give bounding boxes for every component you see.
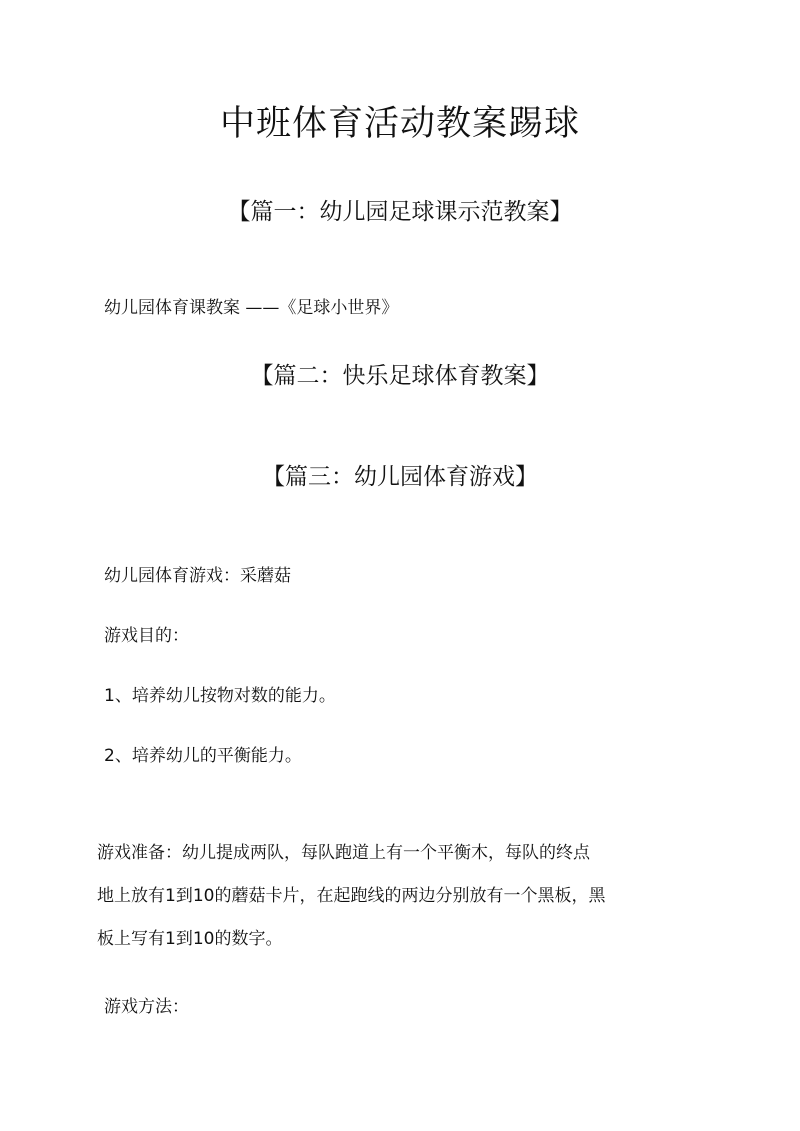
goal-item-2: 2、培养幼儿的平衡能力。 xyxy=(104,746,302,766)
section-1-subtitle: 幼儿园体育课教案 ——《足球小世界》 xyxy=(104,298,399,318)
section-heading-2: 【篇二：快乐足球体育教案】 xyxy=(250,363,550,389)
goal-label: 游戏目的： xyxy=(104,626,189,646)
game-name: 幼儿园体育游戏：采蘑菇 xyxy=(104,566,291,586)
preparation-line-3: 板上写有1到10的数字。 xyxy=(97,929,283,949)
preparation-line-1: 游戏准备：幼儿提成两队，每队跑道上有一个平衡木，每队的终点 xyxy=(97,843,590,863)
goal-item-1: 1、培养幼儿按物对数的能力。 xyxy=(104,686,336,706)
section-heading-1: 【篇一：幼儿园足球课示范教案】 xyxy=(227,199,573,225)
preparation-paragraph xyxy=(97,832,707,961)
document-title: 中班体育活动教案踢球 xyxy=(219,104,580,144)
method-label: 游戏方法： xyxy=(104,997,189,1017)
section-heading-3: 【篇三：幼儿园体育游戏】 xyxy=(262,464,538,490)
preparation-line-2: 地上放有1到10的蘑菇卡片，在起跑线的两边分别放有一个黑板，黑 xyxy=(97,886,606,906)
